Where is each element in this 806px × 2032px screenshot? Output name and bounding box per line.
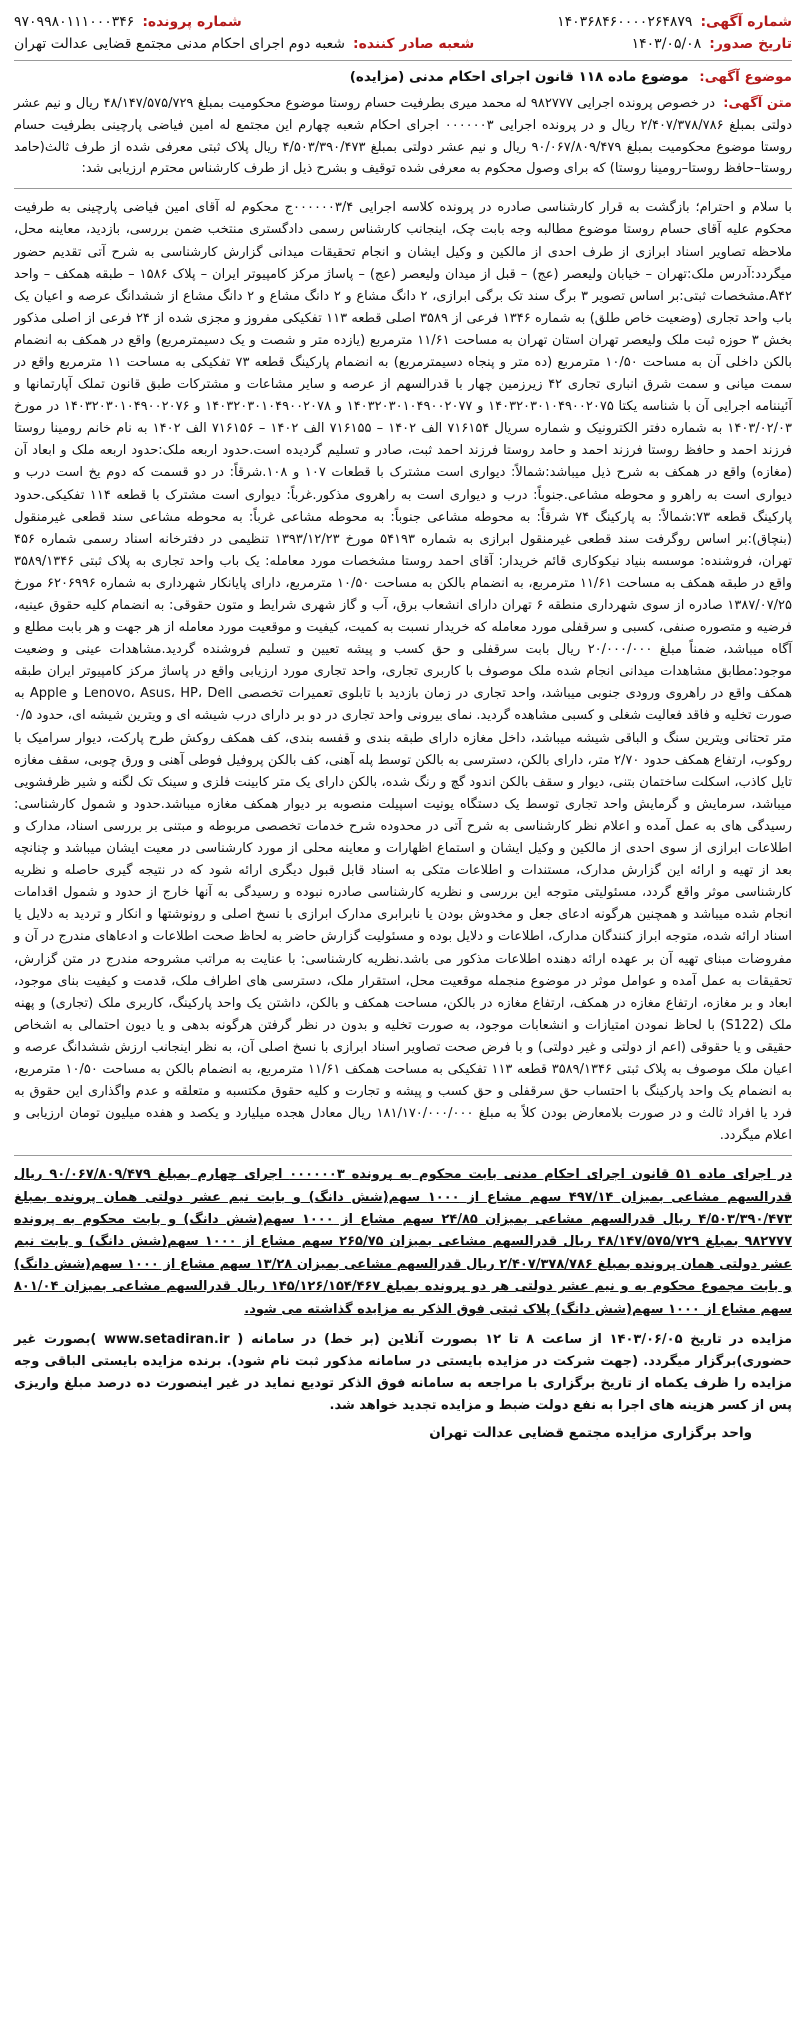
subject-text: موضوع ماده ۱۱۸ قانون اجرای احکام مدنی (مزایده) bbox=[349, 69, 689, 85]
body-divider bbox=[14, 1155, 792, 1156]
header-divider bbox=[14, 60, 792, 61]
expert-report-body: با سلام و احترام؛ بازگشت به قرار کارشناسی صادره در پرونده کلاسه اجرایی ۰۰۰۰۰۰۳/۴ج محکوم له آقای امین فیاضی پارچینی به طرفیت محکوم علیه آقای حسام روستا موضوع مطالبه وجه بابت چک، اینجانب کارشناس رسمی دادگستری منتخب ضمن بررسی، بازدید، معاینه محل، ملاحظه تصاویر اسناد ابرازی از طرف احدی از مالکین و وکیل ایشان و انجام تحقیقات میدانی گزارش کارشناسی به شرح آتی تقدیم حضور میگردد:آدرس ملک:تهران – خیابان ولیعصر (عج) – قبل از میدان ولیعصر (عج) – پاساژ مرکز کامپیوتر ایران – پلاک ۱۵۸۶ – طبقه همکف – واحد A۴۲.مشخصات ثبتی:بر اساس تصویر ۳ برگ سند تک برگی ابرازی، ۲ دانگ مشاع و ۲ دانگ مشاع و ۲ دانگ مشاع از ششدانگ عرصه و اعیان یک باب واحد تجاری (وضعیت خاص طلق) به شماره ۱۳۴۶ فرعی از ۳۵۸۹ اصلی قطعه ۱۱۳ تفکیکی مفروز و مجزی شده از ۲۴ فرعی از اصلی مذکور بخش ۳ حوزه ثبت ملک ولیعصر تهران استان تهران به مساحت ۱۱/۶۱ مترمربع (یازده متر و شصت و یک دسیمترمربع) واقع در همکف به انضمام بالکن داخلی آن به مساحت ۱۰/۵۰ مترمربع (ده متر و پنجاه دسیمترمربع) به انضمام پارکینگ قطعه ۷۳ تفکیکی به مساحت ۱۱ مترمربع واقع در سمت میانی و سمت شرق انباری تجاری ۴۲ زیرزمین چهار با قدرالسهم از عرصه و سایر مشاعات و مشترکات طبق قانون تملک آپارتمانها و آئیننامه اجرایی آن با شناسه یکتا ۱۴۰۳۲۰۳۰۱۰۴۹۰۰۲۰۷۵ و ۱۴۰۳۲۰۳۰۱۰۴۹۰۰۲۰۷۷ و ۱۴۰۳۲۰۳۰۱۰۴۹۰۰۲۰۷۸ و ۱۴۰۳۲۰۳۰۱۰۴۹۰۰۲۰۷۶ در مورخ ۱۴۰۳/۰۲/۰۳ به شماره دفتر الکترونیک و شماره سریال ۷۱۶۱۵۴ الف ۱۴۰۲ – ۷۱۶۱۵۵ الف ۱۴۰۲ – ۷۱۶۱۵۶ الف ۱۴۰۲ به نام خانم رومینا روستا فرزند احمد و حافظ روستا فرزند احمد و حامد روستا فرزند احمد ثبت، صادر و تسلیم گردیده است.حدود اربعه ملک:حدود اربعه ملک و ابعاد آن (مغازه) واقع در همکف به شرح ذیل میباشد:شمالاً: دیواری است مشترک با قطعات ۱۰۷ و ۱۰۸.شرقاً: در دو قسمت که دوم یخ است درب و دیواری است به راهرو و محوطه مشاعی.جنوباً: درب و دیواری است به راهروی مذکور.غرباً: دیواری است مشترک با قطعه ۱۱۴ تفکیکی.حدود پارکینگ قطعه ۷۳:شمالاً: به پارکینگ ۷۴ شرقاً: به محوطه مشاعی جنوباً: به محوطه مشاعی غرباً: به محوطه مشاعی سند قطعی غیرمنقول (بنچاق):بر اساس روگرفت سند قطعی غیرمنقول ابرازی به شماره ۵۴۱۹۳ مورخ ۱۳۹۳/۱۲/۲۳ تنظیمی در دفترخانه اسناد رسمی شماره ۴۵۶ تهران، فروشنده: موسسه بنیاد نیکوکاری قائم خریدار: آقای احمد روستا مشخصات مورد معامله: یک باب واحد تجاری به پلاک ثبتی ۳۵۸۹/۱۳۴۶ واقع در طبقه همکف به مساحت ۱۱/۶۱ مترمربع، به انضمام بالکن به مساحت ۱۰/۵۰ مترمربع، دارای پایانکار شهرداری به شماره ۶۲۰۶۹۹۶ مورخ ۱۳۸۷/۰۷/۲۵ صادره از سوی شهرداری منطقه ۶ تهران دارای انشعاب برق، آب و گاز شهری شرایط و متون حقوقی: به انضمام کلیه حقوق عینیه، فرضیه و متصوره صنفی، کسبی و سرقفلی مورد معامله که خریدار نسبت به کمیت، کیفیت و موقعیت مورد معامله از هر جهت و هر بابت مطلع و آگاه میباشد، ضمناً مبلغ ۲۰/۰۰۰/۰۰۰ ریال بابت سرقفلی و حق کسب و پیشه تعیین و تسلیم فروشنده گردید.مشاهدات عینی و وضعیت موجود:مطابق مشاهدات میدانی انجام شده ملک موصوف با کاربری تجاری، واحد تجاری مورد ارزیابی واقع در پاساژ مرکز کامپیوتر ایران طبقه همکف واقع در راهروی ورودی جنوبی میباشد، واحد تجاری در زمان بازدید با تابلوی تعمیرات تخصصی Lenovo، Asus، HP، Dell و Apple به صورت تخلیه و فاقد فعالیت شغلی و کسبی مشاهده گردید. نمای بیرونی واحد تجاری در دو بر دارای درب شیشه ای و ویترین شیشه ای، حدود ۰/۵ متر تحتانی ویترین سنگ و الباقی شیشه میباشد، داخل مغازه دارای طبقه بندی و قفسه بندی، کف همکف روکش طرح پارکت، دیوار سرامیک با روکوب، ارتفاع همکف حدود ۲/۷۰ متر، دارای بالکن، دسترسی به بالکن توسط پله آهنی، کف بالکن پروفیل فوطی آهنی و ورق چوبی، سقف مغازه تایل کاذب، اسکلت ساختمان بتنی، دیوار و سقف بالکن اندود گچ و رنگ شده، بالکن دارای یک متر کابینت فلزی و سینک تک لگنه و شیر ظرفشویی میباشد، سرمایش و گرمایش واحد تجاری توسط یک دستگاه یونیت اسپیلت منصوبه بر دیوار همکف مغازه میباشد.حدود و شمول کارشناسی: رسیدگی های به عمل آمده و اعلام نظر کارشناسی به شرح آتی در محدوده شرح خدمات تخصصی مربوطه و مبتنی بر بررسی اسناد، مدارک و اطلاعات ابرازی از سوی احدی از مالکین و وکیل ایشان و استماع اظهارات و معاینه محلی از مورد کارشناسی در معیت ایشان میباشد و چنانچه بعد از تهیه و ارائه این گزارش مدارک، مستندات و اطلاعات متکی به اسناد قابل قبول دیگری ارائه شود که در نتیجه گیری حاصله و نظریه کارشناسی موثر واقع گردد، مسئولیتی متوجه این بررسی و نظریه کارشناسی صادره نبوده و رسیدگی به آنها خارج از حدود و شمول اقدامات انجام شده میباشد و همچنین هرگونه ادعای جعل و مخدوش بودن یا نابرابری مدارک ابرازی با نسخ اصلی و رونوشتها و انکار و تردید به دلایل یا اسناد ارائه شده، متوجه ابراز کنندگان مدارک، اطلاعات و دلایل بوده و مسئولیت گزارش حاضر به لحاظ صحت اطلاعات و ادعاهای مندرج در آن و مفروضات مبنای تهیه آن بر عهده ارائه دهنده اطلاعات مذکور می باشد.نظریه کارشناسی: با عنایت به مراتب مشروحه مندرج در متن گزارش، تحقیقات به عمل آمده و عوامل موثر در موضوع منجمله موقعیت محل، استقرار ملک، دسترسی های اطراف ملک، قدمت و کیفیت بنای موجود، ابعاد و بر مغازه، ارتفاع مغازه در همکف، ارتفاع مغازه در بالکن، مساحت همکف و بالکن، داشتن یک واحد پارکینگ، کاربری ملک (تجاری) و پهنه ملک (S122) با لحاظ نمودن امتیازات و انشعابات موجود، به صورت تخلیه و بدون در نظر گرفتن هرگونه بدهی و یا دیون احتمالی به اشخاص حقیقی و یا حقوقی (اعم از دولتی و غیر دولتی) و با فرض صحت تصاویر اسناد ابرازی با نسخ اصلی آن، به نظر اینجانب ارزش ششدانگ عرصه و اعیان ملک موصوف به پلاک ثبتی ۳۵۸۹/۱۳۴۶ قطعه ۱۱۳ تفکیکی به مساحت همکف ۱۱/۶۱ مترمربع، به انضمام بالکن به مساحت ۱۰/۵۰ مترمربع، به انضمام یک واحد پارکینگ با احتساب حق سرقفلی و حق کسب و پیشه و تجارت و کلیه حقوق مکتسبه و متعلقه و عدم واگذاری این حقوق به فرد یا افراد ثالث و در صورت بلامعارض بودن کلاً به مبلغ ۱۸۱/۱۷۰/۰۰۰/۰۰۰ ریال معادل هجده میلیارد و یکصد و هفده میلیون تومان ارزیابی و اعلام میگردد. bbox=[14, 200, 793, 1144]
intro-text: در خصوص پرونده اجرایی ۹۸۲۷۷۷ له محمد میری بطرفیت حسام روستا موضوع محکومیت بمبلغ ۴۸/۱۴۷/۵۷۵/۷۲۹ ریال و نیم عشر دولتی بمبلغ ۲/۴۰۷/۳۷۸/۷۸۶ ریال و در پرونده اجرایی ۰۰۰۰۰۰۳ اجرای احکام شعبه چهارم این مجتمع له امین فیاضی پارچینی بطرفیت حسام روستا موضوع محکومیت بمبلغ ۹۰/۰۶۷/۸۰۹/۴۷۹ ریال و نیم عشر دولتی بمبلغ ۴/۵۰۳/۳۹۰/۴۷۳ ریال پلاک ثبتی معرفی شده از طرف ثالث(حامد روستا–حافظ روستا–رومینا روستا) که برای وصول محکوم به معرفی شده توقیف و بشرح ذیل از طرف کارشناس محترم ارزیابی شد: bbox=[14, 96, 793, 177]
auction-paragraph: مزایده در تاریخ ۱۴۰۳/۰۶/۰۵ از ساعت ۸ تا ۱۲ بصورت آنلاین (بر خط) در سامانه ( www.setadiran.ir )بصورت غیر حضوری)برگزار میگردد. (جهت شرکت در مزایده بایستی در سامانه مذکور ثبت نام شود). برنده مزایده بایستی الباقی وجه مزایده را ظرف یکماه از تاریخ برگزاری با مراجعه به سامانه فوق الذکر تودیع نماید در غیر اینصورت ده درصد مبلغ واریزی پس از کسر هزینه های اجرا به نفع دولت ضبط و مزایده تجدید خواهد شد. bbox=[14, 1331, 793, 1414]
issuer-value: شعبه دوم اجرای احکام مدنی مجتمع قضایی عدالت تهران bbox=[14, 36, 346, 52]
issue-date-label: تاریخ صدور: bbox=[709, 36, 792, 52]
header-row-2 bbox=[14, 36, 792, 52]
subject bbox=[14, 69, 792, 85]
issue-date-value: ۱۴۰۳/۰۵/۰۸ bbox=[631, 36, 702, 52]
issuer-label: شعبه صادر کننده: bbox=[353, 36, 475, 52]
intro-label: متن آگهی: bbox=[723, 96, 792, 111]
case-number bbox=[14, 14, 242, 30]
case-number-value: ۹۷۰۹۹۸۰۱۱۱۰۰۰۳۴۶ bbox=[14, 14, 135, 30]
ad-number-value: ۱۴۰۳۶۸۴۶۰۰۰۰۲۶۴۸۷۹ bbox=[557, 14, 693, 30]
ad-number-label: شماره آگهی: bbox=[700, 14, 792, 30]
case-number-label: شماره پرونده: bbox=[142, 14, 242, 30]
signature: واحد برگزاری مزایده مجتمع قضایی عدالت تهران bbox=[429, 1425, 752, 1442]
subject-label: موضوع آگهی: bbox=[699, 69, 792, 85]
header-row-1 bbox=[14, 14, 792, 30]
article-51-paragraph: در اجرای ماده ۵۱ قانون اجرای احکام مدنی بابت محکوم به پرونده ۰۰۰۰۰۰۳ اجرای چهارم بمبلغ ۹۰/۰۶۷/۸۰۹/۴۷۹ ریال قدرالسهم مشاعی بمیزان ۴۹۷/۱۴ سهم مشاع از ۱۰۰۰ سهم(شش دانگ) و بابت نیم عشر دولتی همان پرونده بمبلغ ۴/۵۰۳/۳۹۰/۴۷۳ ریال قدرالسهم مشاعی بمیزان ۲۴/۸۵ سهم مشاع از ۱۰۰۰ سهم(شش دانگ) و بابت محکوم به پرونده ۹۸۲۷۷۷ بمبلغ ۴۸/۱۴۷/۵۷۵/۷۲۹ ریال قدرالسهم مشاعی بمیزان ۲۶۵/۷۵ سهم مشاع از ۱۰۰۰ سهم(شش دانگ) و بابت نیم عشر دولتی همان پرونده بمبلغ ۲/۴۰۷/۳۷۸/۷۸۶ ریال قدرالسهم مشاعی بمیزان ۱۳/۲۸ سهم مشاع از ۱۰۰۰ سهم(شش دانگ) و بابت مجموع محکوم به و نیم عشر دولتی هر دو پرونده بمبلغ ۱۴۵/۱۲۶/۱۵۴/۴۶۷ ریال قدرالسهم مشاعی بمیزان ۸۰۱/۰۴ سهم مشاع از ۱۰۰۰ سهم(شش دانگ) پلاک ثبتی فوق الذکر به مزایده گذاشته می شود. bbox=[14, 1167, 793, 1317]
intro-divider bbox=[14, 188, 792, 189]
issue-date bbox=[632, 36, 792, 52]
issuer bbox=[14, 36, 474, 52]
intro-paragraph bbox=[14, 93, 792, 180]
ad-number bbox=[557, 14, 792, 30]
